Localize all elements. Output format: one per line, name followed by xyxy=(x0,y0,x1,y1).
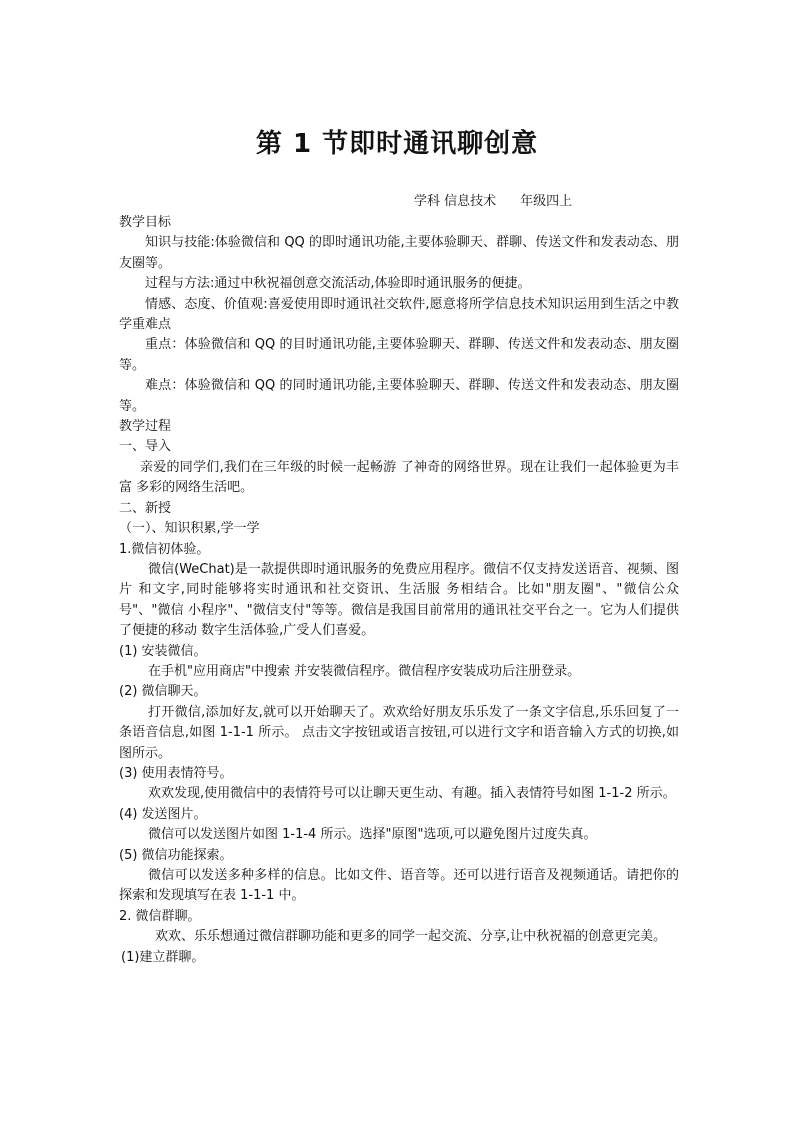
paragraph: 二、新授 xyxy=(119,500,172,516)
paragraph: （一）、知识积累,学一学 xyxy=(119,521,260,537)
paragraph: 难点：体验微信和 QQ 的同时通讯功能,主要体验聊天、群聊、传送文件和发表动态、朋友圈 等。 xyxy=(119,378,679,414)
paragraph: 欢欢、乐乐想通过微信群聊功能和更多的同学一起交流、分享,让中秋祝福的创意更完美。 xyxy=(155,929,667,945)
paragraph: 2. 微信群聊。 xyxy=(119,908,201,924)
paragraph: 情感、态度、价值观:喜爱使用即时通讯社交软件,愿意将所学信息技术知识运用到生活之中教学重难点 xyxy=(119,296,679,333)
paragraph: 教学过程 xyxy=(119,419,172,435)
paragraph: 知识与技能:体验微信和 QQ 的即时通讯功能,主要体验聊天、群聊、传送文件和发表动态、朋友圈等。 xyxy=(119,235,679,271)
paragraph: 亲爱的同学们,我们在三年级的时候一起畅游 了神奇的网络世界。现在让我们一起体验更为丰富 多彩的网络生活吧。 xyxy=(119,459,679,496)
paragraph: 教学目标 xyxy=(119,215,172,230)
grade-label: 年级四上 xyxy=(520,194,573,209)
paragraph: (4) 发送图片。 xyxy=(119,806,207,822)
paragraph: (1) 安装微信。 xyxy=(119,643,207,659)
paragraph: 1.微信初体验。 xyxy=(119,541,210,557)
paragraph: 微信(WeChat)是一款提供即时通讯服务的免费应用程序。微信不仅支持发送语音、视频、图片 和文字,同时能够将实时通讯和社交资讯、生活服 务相结合。比如"朋友圈"、"微信公众号"、"微信 小程序"、"微信支付"等等。微信是我国目前常用的通讯社交平台之一。它为人们提供了便捷的移动 数字生活体验,广受人们喜爱。 xyxy=(119,561,679,639)
paragraph: 一、导入 xyxy=(119,439,172,455)
subject-value: 信息技术 xyxy=(444,194,497,209)
paragraph: 欢欢发现,使用微信中的表情符号可以让聊天更生动、有趣。插入表情符号如图 1-1-2 所示。 xyxy=(148,786,676,802)
paragraph: (5) 微信功能探索。 xyxy=(119,847,233,863)
paragraph: (2) 微信聊天。 xyxy=(119,684,207,700)
paragraph: 重点：体验微信和 QQ 的目时通讯功能,主要体验聊天、群聊、传送文件和发表动态、朋友圈 等。 xyxy=(119,337,679,373)
paragraph: 过程与方法:通过中秋祝福创意交流活动,体验即时通讯服务的便捷。 xyxy=(145,276,531,292)
page-title: 第 1 节即时通讯聊创意 xyxy=(255,129,539,159)
document-body xyxy=(119,213,679,968)
paragraph: 微信可以发送图片如图 1-1-4 所示。选择"原图"选项,可以避免图片过度失真。 xyxy=(148,827,597,843)
paragraph: (3) 使用表情符号。 xyxy=(119,765,233,781)
paragraph: 打开微信,添加好友,就可以开始聊天了。欢欢给好朋友乐乐发了一条文字信息,乐乐回复了一条语音信息,如图 1-1-1 所示。 点击文字按钮或语言按钮,可以进行文字和语音输入方式的切换,如图所示。 xyxy=(119,704,679,761)
paragraph: 在手机"应用商店"中搜索 并安装微信程序。微信程序安装成功后注册登录。 xyxy=(148,663,581,679)
subject-label: 学科 xyxy=(414,194,441,209)
paragraph: 微信可以发送多种多样的信息。比如文件、语音等。还可以进行语音及视频通话。请把你的探索和发现填写在表 1-1-1 中。 xyxy=(119,868,679,904)
subject-grade-line xyxy=(414,193,572,211)
paragraph: (1)建立群聊。 xyxy=(121,949,205,965)
